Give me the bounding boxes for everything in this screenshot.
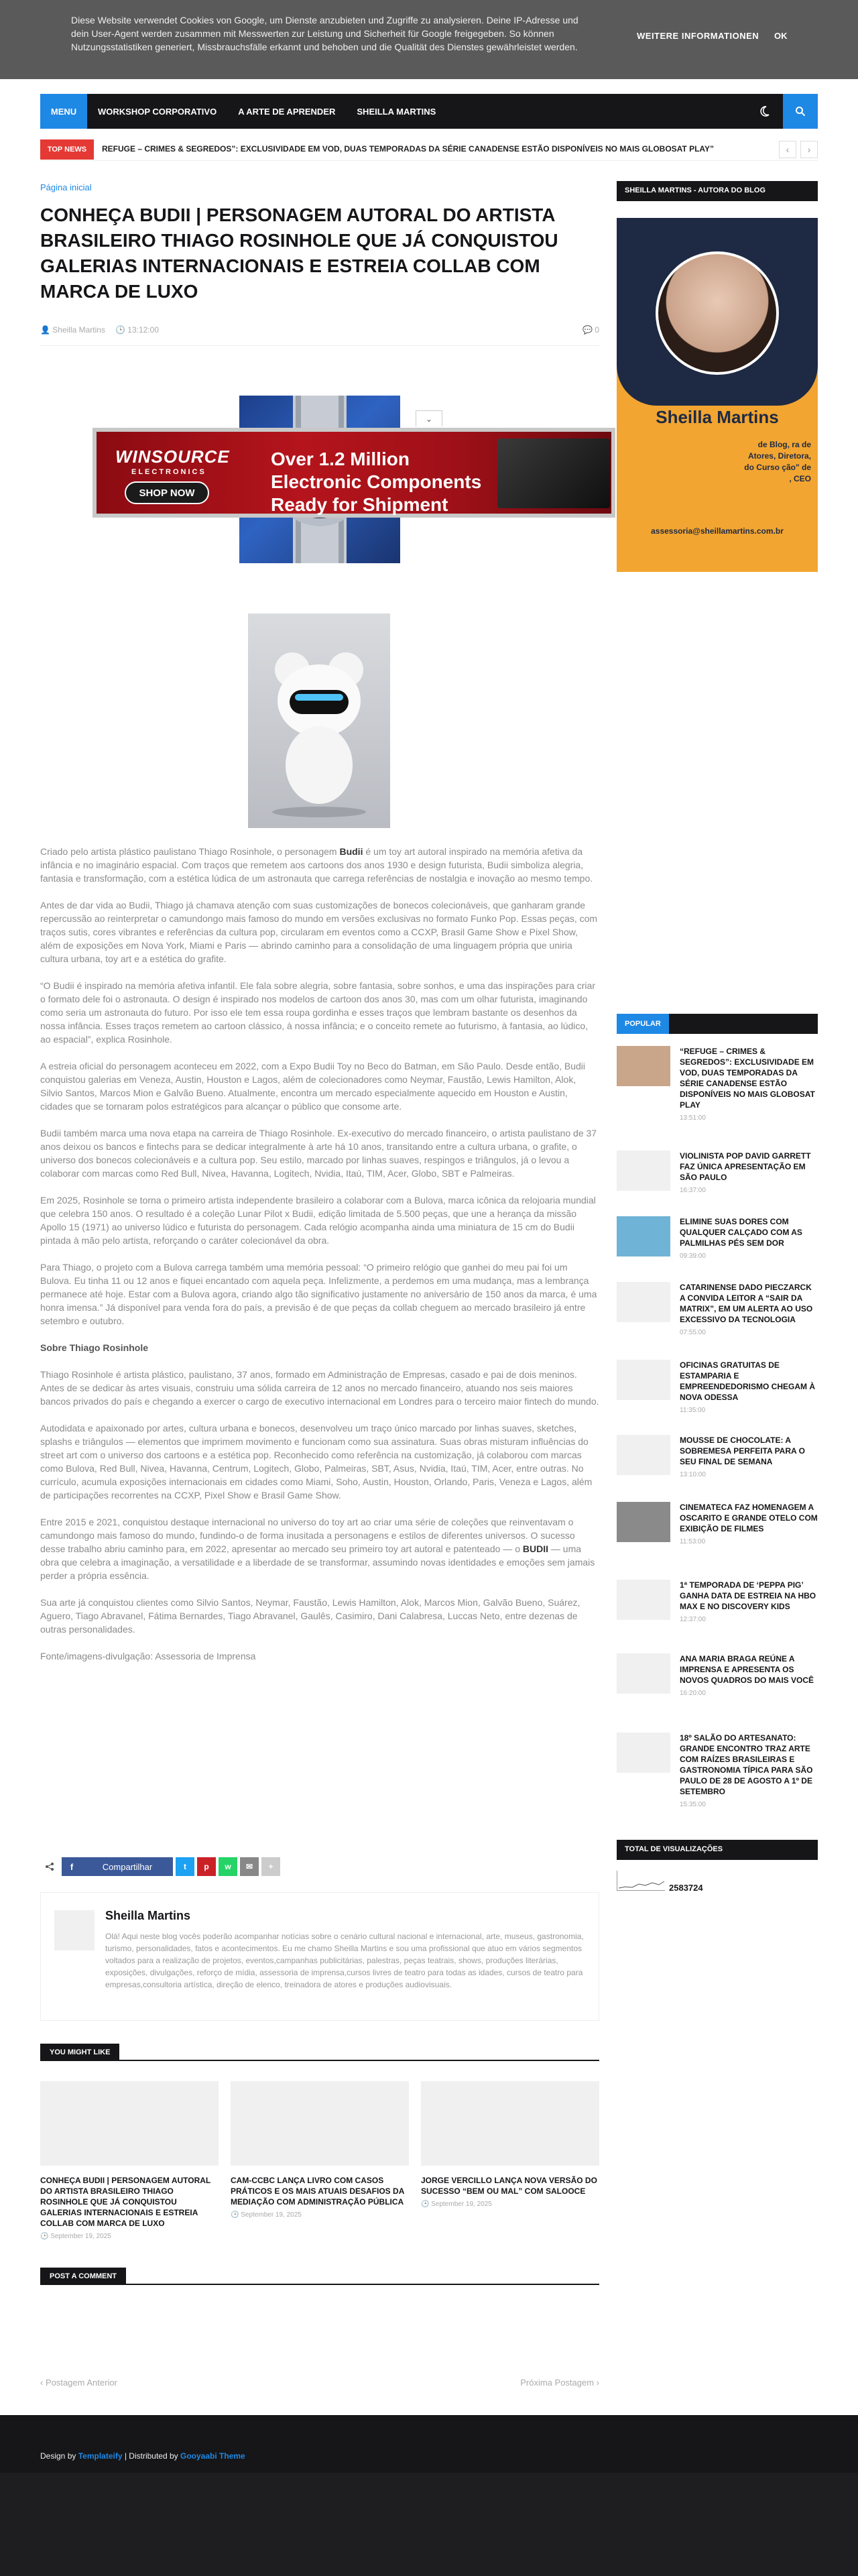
pinterest-share-button[interactable]: p bbox=[197, 1857, 216, 1876]
author-avatar[interactable] bbox=[54, 1910, 95, 1950]
related-post[interactable] bbox=[421, 2081, 599, 2208]
post-time: 🕒 13:12:00 bbox=[115, 325, 159, 335]
ad-brand: WINSOURCE bbox=[115, 447, 230, 467]
search-button[interactable] bbox=[783, 94, 818, 129]
ad-headline: Over 1.2 Million Electronic Components Ready for Shipment bbox=[271, 449, 482, 515]
facebook-share-button[interactable]: f Compartilhar bbox=[62, 1857, 173, 1876]
cookie-banner bbox=[0, 0, 858, 79]
author-profile-card[interactable] bbox=[617, 218, 818, 572]
author-bio: Olá! Aqui neste blog vocês poderão acompanhar notícias sobre o cenário cultural nacional e internacional, arte, museus, gastronomia, turismo, personalidades, fatos e acontecimentos. Eu me chamo Sheilla Martins e sou uma profissional que atuo em vários segmentos voltados para a realização de projetos, eventos,campanhas publicitárias, palestras, peças teatrais, shows, produções literárias, exposições, divulgações, reforço de mídia, assessoria de imprensa,cursos livres de teatro para todas as idades, cursos de teatro para empresas,consultoria artística, direção de elenco, treinadora de atores e produções audiovisuais. bbox=[105, 1932, 584, 1989]
popular-title[interactable]: VIOLINISTA POP DAVID GARRETT FAZ ÚNICA APRESENTAÇÃO EM SÃO PAULO 16:37:00 bbox=[680, 1151, 811, 1194]
breadcrumb[interactable]: Página inicial bbox=[40, 182, 92, 192]
footer-credits: Design by Templateify | Distributed by Gooyaabi Theme bbox=[40, 2451, 245, 2461]
sidebar-stats-heading: TOTAL DE VISUALIZAÇÕES bbox=[617, 1840, 818, 1860]
divider bbox=[40, 345, 599, 346]
popular-thumbnail[interactable] bbox=[617, 1216, 670, 1256]
popular-post[interactable] bbox=[617, 1733, 818, 1808]
popular-thumbnail[interactable] bbox=[617, 1502, 670, 1542]
article-paragraph: Thiago Rosinhole é artista plástico, paulistano, 37 anos, formado em Administração de Empresas, casado e pai de dois meninos. Antes de se dedicar às artes visuais, construiu uma sólida carreira de 12 anos no mercado financeiro, atuando nos seis maiores bancos privados do país e chegando a exercer o cargo de executivo internacional em Londres para o terceiro maior fintech do mundo. bbox=[40, 1369, 599, 1407]
footer-bottom bbox=[0, 2473, 858, 2576]
ad-collapse-button[interactable]: ⌄ bbox=[416, 410, 442, 426]
popular-thumbnail[interactable] bbox=[617, 1360, 670, 1400]
post-author[interactable]: 👤 Sheilla Martins bbox=[40, 325, 105, 335]
article-paragraph: A estreia oficial do personagem aconteceu em 2022, com a Expo Budii Toy no Beco do Batman, em São Paulo. Desde então, Budii conquistou galerias em Veneza, Austin, Houston e Lagos, além de colecionadores como Neymar, Faustão, Lewis Hamilton, Alok, Silvio Santos, Marcos Mion e Galvão Bueno. Atualmente, encontra um mercado especialmente aquecido em Houston e Austin, cidades que se tornaram polos estratégicos para alcançar o público que consome arte. bbox=[40, 1061, 586, 1112]
popular-thumbnail[interactable] bbox=[617, 1733, 670, 1773]
whatsapp-share-button[interactable]: w bbox=[219, 1857, 237, 1876]
nav-item-arte-de-aprender[interactable]: A ARTE DE APRENDER bbox=[238, 106, 336, 117]
post-meta bbox=[40, 325, 599, 339]
popular-title[interactable]: ELIMINE SUAS DORES COM QUALQUER CALÇADO COM AS PALMILHAS PÉS SEM DOR 09:39:00 bbox=[680, 1217, 802, 1260]
comment-count[interactable]: 💬 0 bbox=[583, 325, 599, 335]
menu-button[interactable]: MENU bbox=[40, 94, 87, 129]
popular-post[interactable] bbox=[617, 1435, 818, 1482]
related-title[interactable]: CONHEÇA BUDII | PERSONAGEM AUTORAL DO ARTISTA BRASILEIRO THIAGO ROSINHOLE QUE JÁ CONQUISTOU GALERIAS INTERNACIONAIS E ESTREIA COLLAB COM MARCA DE LUXO bbox=[40, 2176, 211, 2228]
sidebar-about-heading: SHEILLA MARTINS - AUTORA DO BLOG bbox=[617, 181, 818, 201]
popular-thumbnail[interactable] bbox=[617, 1282, 670, 1322]
related-title[interactable]: CAM-CCBC LANÇA LIVRO COM CASOS PRÁTICOS E OS MAIS ATUAIS DESAFIOS DA MEDIAÇÃO COM ADMINISTRAÇÃO PÚBLICA bbox=[231, 2176, 404, 2207]
gooyaabi-link[interactable]: Gooyaabi Theme bbox=[180, 2451, 245, 2461]
article-paragraph: Antes de dar vida ao Budii, Thiago já chamava atenção com suas customizações de bonecos colecionáveis, que ganharam grande repercussão ao reinterpretar o camundongo mais famoso do mundo em versões exclusivas no formato Funko Pop. Essas peças, com traços sutis, cores vibrantes e referências da cultura pop, circularam em eventos como a CCXP, Brasil Game Show e Pixel Show, além de exposições em Nova York, Miami e Paris — abrindo caminho para a consolidação de uma linguagem própria que uniria cultura urbana, toy art e a estética do grafite. bbox=[40, 900, 598, 964]
post-title: CONHEÇA BUDII | PERSONAGEM AUTORAL DO ARTISTA BRASILEIRO THIAGO ROSINHOLE QUE JÁ CONQUISTOU GALERIAS INTERNACIONAIS E ESTREIA COLLAB COM MARCA DE LUXO bbox=[40, 204, 558, 302]
previous-post-link[interactable]: ‹ Postagem Anterior bbox=[40, 2378, 117, 2388]
related-date: 🕒 September 19, 2025 bbox=[40, 2233, 111, 2240]
related-date: 🕒 September 19, 2025 bbox=[421, 2201, 492, 2208]
cookie-ok-button[interactable]: OK bbox=[774, 31, 788, 41]
article-credit: Fonte/imagens-divulgação: Assessoria de Imprensa bbox=[40, 1651, 256, 1661]
popular-thumbnail[interactable] bbox=[617, 1046, 670, 1086]
article-subheading: Sobre Thiago Rosinhole bbox=[40, 1342, 149, 1353]
related-title[interactable]: JORGE VERCILLO LANÇA NOVA VERSÃO DO SUCESSO “BEM OU MAL” COM SALOOCE bbox=[421, 2176, 597, 2196]
search-icon bbox=[795, 106, 806, 117]
ad-shop-now-button[interactable]: SHOP NOW bbox=[125, 481, 209, 504]
popular-title[interactable]: “REFUGE – CRIMES & SEGREDOS”: EXCLUSIVIDADE EM VOD, DUAS TEMPORADAS DA SÉRIE CANADENSE ESTÃO DISPONÍVEIS NO MAIS GLOBOSAT PLAY 13:51:00 bbox=[680, 1047, 815, 1122]
next-post-link[interactable]: Próxima Postagem › bbox=[520, 2378, 599, 2388]
twitter-share-button[interactable]: t bbox=[176, 1857, 194, 1876]
related-heading: YOU MIGHT LIKE bbox=[40, 2044, 599, 2061]
ticker-prev-button[interactable]: ‹ bbox=[779, 141, 796, 158]
article-paragraph: Em 2025, Rosinhole se torna o primeiro artista independente brasileiro a colaborar com a Bulova, marca icônica da relojoaria mundial que celebra 150 anos. O resultado é a coleção Lunar Pilot x Budii, edição limitada de 5.500 peças, que une a herança da missão Apollo 15 (1971) ao universo lúdico e futurista do personagem. Cada relógio acompanha ainda uma miniatura de 15 cm do Budii pintada à mão pelo artista, reforçando o caráter colecionável da obra. bbox=[40, 1195, 596, 1246]
sidebar-popular-heading: POPULAR bbox=[617, 1014, 818, 1034]
author-photo bbox=[656, 251, 779, 375]
article-paragraph: Autodidata e apaixonado por artes, cultura urbana e bonecos, desenvolveu um traço único marcado por linhas suaves, sketches, splashs e triângulos — elementos que imprimem movimento e funcionam como sua assinatura. Suas obras misturam influências do street art com o universo dos cartoons e a estética pop. Reconhecido como referência na customização, já colaborou com marcas como Bulova, Red Bull, Nivea, Havanna, Centrum, Logitech, Globo, Palmeiras, SBT, Asus, Nvidia, Itaú, TIM, Acer, entre outras. No currículo, acumula exposições internacionais em cidades como Miami, Soho, Austin, Houston, Orlando, Paris, Veneza e Lagos, além de participações recorrentes na CCXP, Pixel Show e Brasil Game Show. bbox=[40, 1423, 593, 1501]
ticker-next-button[interactable]: › bbox=[800, 141, 818, 158]
cookie-more-info-link[interactable]: WEITERE INFORMATIONEN bbox=[637, 31, 759, 41]
profile-name: Sheilla Martins bbox=[656, 407, 779, 427]
popular-thumbnail[interactable] bbox=[617, 1653, 670, 1694]
article-body bbox=[40, 845, 599, 1676]
related-post[interactable] bbox=[40, 2081, 219, 2240]
cookie-text: Diese Website verwendet Cookies von Google, um Dienste anzubieten und Zugriffe zu analysieren. Deine IP-Adresse und dein User-Agent werden zusammen mit Messwerten zur Leistung und Sicherheit für Google freigegeben. So können Nutzungsstatistiken generiert, Missbrauchsfälle erkannt und behoben und die Qualität des Dienstes gewährleistet werden. bbox=[71, 15, 578, 52]
popular-title[interactable]: ANA MARIA BRAGA REÚNE A IMPRENSA E APRESENTA OS NOVOS QUADROS DO MAIS VOCÊ 16:20:00 bbox=[680, 1654, 814, 1697]
related-thumbnail[interactable] bbox=[231, 2081, 409, 2166]
popular-title[interactable]: 1ª TEMPORADA DE ‘PEPPA PIG’ GANHA DATA DE ESTREIA NA HBO MAX E NO DISCOVERY KIDS 12:37:00 bbox=[680, 1580, 816, 1623]
popular-post[interactable] bbox=[617, 1502, 818, 1549]
related-date: 🕒 September 19, 2025 bbox=[231, 2211, 302, 2219]
nav-item-workshop[interactable]: WORKSHOP CORPORATIVO bbox=[98, 106, 217, 117]
facebook-icon: f bbox=[70, 1861, 74, 1872]
profile-roles: de Blog, ra de Atores, Diretora, do Curso ção" de , CEO bbox=[744, 440, 811, 483]
related-thumbnail[interactable] bbox=[421, 2081, 599, 2166]
popular-post[interactable] bbox=[617, 1580, 818, 1627]
footer bbox=[0, 2415, 858, 2576]
article-paragraph: Criado pelo artista plástico paulistano Thiago Rosinhole, o personagem Budii é um toy art autoral inspirado na memória afetiva da infância e no imaginário espacial. Com traços que remetem aos cartoons dos anos 1930 e design futurista, Budii simboliza alegria, fantasia e transformação, com a estética lúdica de um astronauta que carrega referências de nostalgia e inovação ao mesmo tempo. bbox=[40, 846, 593, 884]
popular-title[interactable]: CATARINENSE DADO PIECZARCK A CONVIDA LEITOR A “SAIR DA MATRIX”, EM UM ALERTA AO USO EXCESSIVO DA TECNOLOGIA 07:55:00 bbox=[680, 1283, 813, 1336]
popular-title[interactable]: CINEMATECA FAZ HOMENAGEM A OSCARITO E GRANDE OTELO COM EXIBIÇÃO DE FILMES 11:53:00 bbox=[680, 1503, 818, 1545]
moon-icon[interactable] bbox=[757, 105, 771, 118]
popular-thumbnail[interactable] bbox=[617, 1151, 670, 1191]
popular-title[interactable]: MOUSSE DE CHOCOLATE: A SOBREMESA PERFEITA PARA O SEU FINAL DE SEMANA 13:10:00 bbox=[680, 1436, 805, 1478]
total-views: 2583724 bbox=[669, 1883, 703, 1893]
popular-thumbnail[interactable] bbox=[617, 1580, 670, 1620]
popular-post[interactable] bbox=[617, 1216, 818, 1263]
popular-title[interactable]: 18º SALÃO DO ARTESANATO: GRANDE ENCONTRO TRAZ ARTE COM RAÍZES BRASILEIRAS E GASTRONOMIA TÍPICA PARA SÃO PAULO DE 28 DE AGOSTO A 1º DE SETEMBRO 15:35:00 bbox=[680, 1733, 813, 1808]
ticker-label: TOP NEWS bbox=[40, 139, 94, 160]
author-box bbox=[40, 1892, 599, 2021]
main-navigation bbox=[40, 94, 818, 129]
article-paragraph: Entre 2015 e 2021, conquistou destaque internacional no universo do toy art ao criar uma série de coleções que reinventavam o camundongo mais famoso do mundo, fundindo-o de forma inusitada a personagens e estilos de diferentes universos. O sucesso desse trabalho abriu caminho para, em 2022, apresentar ao mercado seu primeiro toy art autoral e patenteado — o BUDII — uma obra que celebra a imaginação, a versatilidade e a liberdade de se transformar, assumindo novas identidades e emoções sem jamais perder a própria essência. bbox=[40, 1517, 595, 1581]
popular-title[interactable]: OFICINAS GRATUITAS DE ESTAMPARIA E EMPREENDEDORISMO CHEGAM À NOVA ODESSA 11:35:00 bbox=[680, 1360, 816, 1414]
chip-image bbox=[497, 438, 610, 508]
news-ticker bbox=[40, 138, 818, 161]
article-paragraph: Sua arte já conquistou clientes como Silvio Santos, Neymar, Faustão, Lewis Hamilton, Alok, Marcos Mion, Galvão Bueno, Suárez, Aguero, Tiago Abravanel, Fátima Bernardes, Tiago Abravanel, Gaulês, Casimiro, Dani Calabresa, Luccas Neto, entre dezenas de outras personalidades. bbox=[40, 1597, 580, 1635]
nav-item-sheilla-martins[interactable]: SHEILLA MARTINS bbox=[357, 106, 436, 117]
share-bar bbox=[40, 1857, 280, 1876]
article-paragraph: Budii também marca uma nova etapa na carreira de Thiago Rosinhole. Ex-executivo do mercado financeiro, o artista paulistano de 37 anos deixou os bancos e fintechs para se dedicar integralmente à arte há 10 anos, transitando entre a cultura urbana, o grafite, o universo dos bonecos colecionáveis e a cultura pop. Seu estilo, marcado por linhas suaves, respingos e triângulos, já o levou a colaborar com marcas como Red Bull, Nivea, Havanna, Logitech, Nvidia, Itaú, TIM, Acer, Globo, SBT e Palmeiras. bbox=[40, 1128, 597, 1179]
views-sparkline bbox=[617, 1871, 665, 1891]
author-name[interactable]: Sheilla Martins bbox=[105, 1909, 191, 1922]
templateify-link[interactable]: Templateify bbox=[78, 2451, 123, 2461]
comment-heading: POST A COMMENT bbox=[40, 2268, 599, 2285]
article-paragraph: “O Budii é inspirado na memória afetiva infantil. Ele fala sobre alegria, sobre fantasia, sobre sonhos, e uma das inspirações para criar o formato dele foi o astronauta. O design é inspirado nos modelos de cartoon dos anos 30, mas com um olhar futurista, imaginando como seria um astronauta do futuro. Por isso ele tem essa roupa gordinha e esses traços que lembram bastante os desenhos da nossa infância. Esses traços remetem ao cartoon clássico, à nossa infância; e o conceito remete ao futurismo, à fantasia, ao lúdico, ao espacial”, explica Rosinhole. bbox=[40, 980, 595, 1045]
popular-post[interactable] bbox=[617, 1151, 818, 1197]
article-paragraph: Para Thiago, o projeto com a Bulova carrega também uma memória pessoal: “O primeiro relógio que ganhei do meu pai foi um Bulova. Eu tinha 11 ou 12 anos e fiquei encantado com aquela peça. Infelizmente, a perdemos em uma mudança, mas a lembrança permanece até hoje. Estar com a Bulova agora, criando algo tão significativo justamente no aniversário de 150 anos da marca, é uma honra imensa.” Já disponível para venda fora do país, a previsão é de que peças da collab cheguem ao mercado brasileiro já entre setembro e outubro. bbox=[40, 1262, 597, 1326]
profile-email: assessoria@sheillamartins.com.br bbox=[651, 526, 784, 536]
popular-post[interactable] bbox=[617, 1360, 818, 1414]
related-thumbnail[interactable] bbox=[40, 2081, 219, 2166]
popular-post[interactable] bbox=[617, 1282, 818, 1336]
ad-brand-sub: ELECTRONICS bbox=[131, 468, 206, 476]
budii-toy-image bbox=[248, 613, 390, 828]
popular-post[interactable] bbox=[617, 1653, 818, 1700]
ticker-headline[interactable]: REFUGE – CRIMES & SEGREDOS”: EXCLUSIVIDADE EM VOD, DUAS TEMPORADAS DA SÉRIE CANADENSE ESTÃO DISPONÍVEIS NO MAIS GLOBOSAT PLAY” bbox=[102, 144, 715, 154]
more-share-button[interactable]: + bbox=[261, 1857, 280, 1876]
email-share-button[interactable]: ✉ bbox=[240, 1857, 259, 1876]
related-post[interactable] bbox=[231, 2081, 409, 2219]
share-icon bbox=[40, 1857, 59, 1876]
ad-banner[interactable] bbox=[93, 428, 615, 518]
popular-thumbnail[interactable] bbox=[617, 1435, 670, 1475]
popular-post[interactable] bbox=[617, 1046, 818, 1122]
